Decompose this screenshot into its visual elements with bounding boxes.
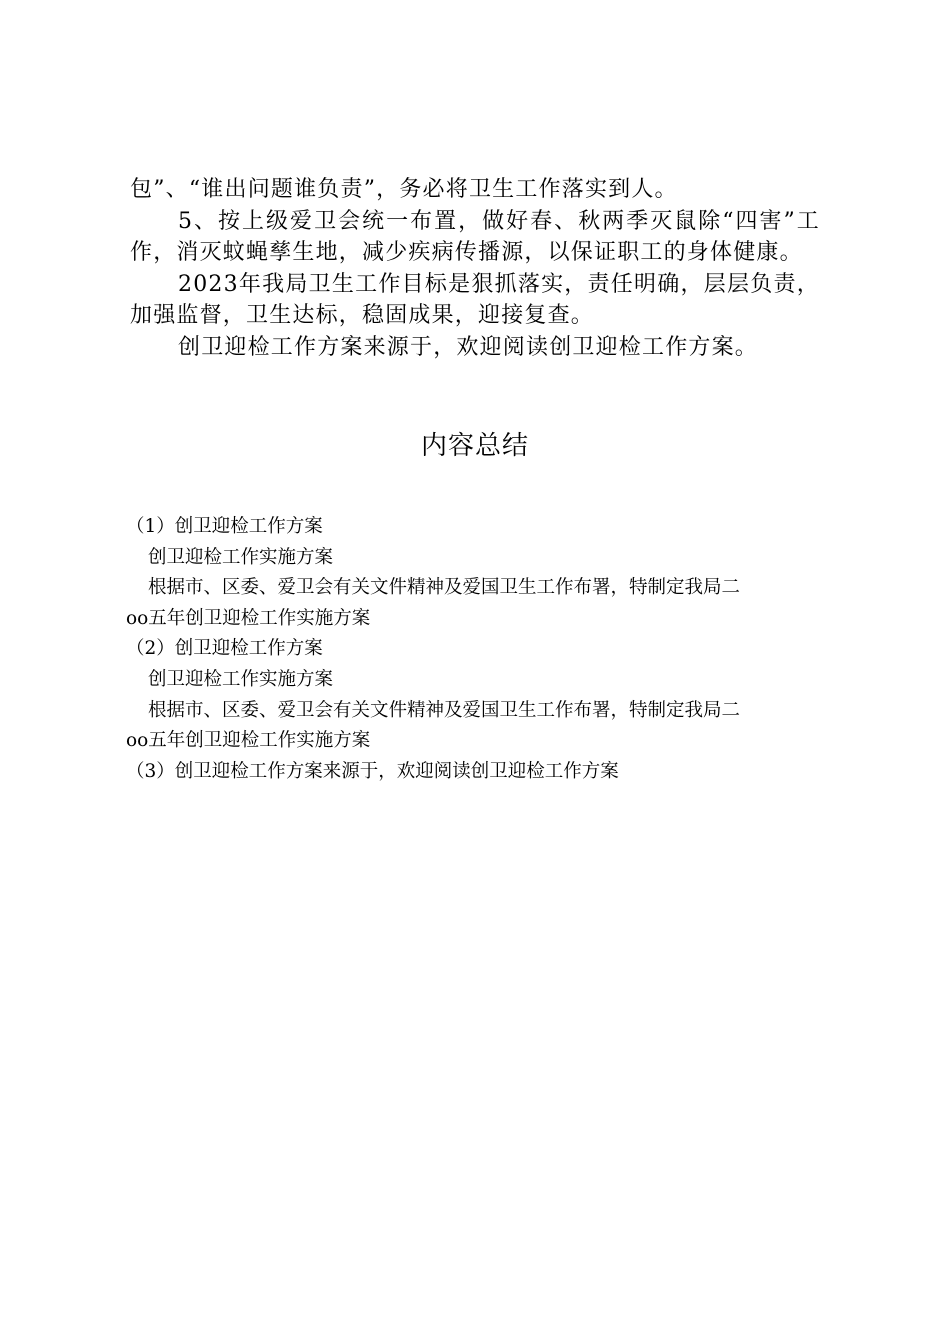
summary-item-subtitle: 创卫迎检工作实施方案 [148,668,334,690]
paragraph: 5、按上级爱卫会统一布置，做好春、秋两季灭鼠除“四害”工作，消灭蚊蝇孳生地，减少疾病传播源，以保证职工的身体健康。 [130,208,820,265]
paragraph: 2023年我局卫生工作目标是狠抓落实，责任明确，层层负责，加强监督，卫生达标，稳固成果，迎接复查。 [130,271,820,328]
paragraph: 包”、“谁出问题谁负责”，务必将卫生工作落实到人。 [130,177,678,202]
summary-item-text: oo五年创卫迎检工作实施方案 [126,607,371,629]
summary-item-text: 根据市、区委、爱卫会有关文件精神及爱国卫生工作布署，特制定我局二 [148,699,741,721]
summary-title: 内容总结 [420,431,529,461]
summary-item-subtitle: 创卫迎检工作实施方案 [148,546,334,568]
paragraph: 创卫迎检工作方案来源于，欢迎阅读创卫迎检工作方案。 [178,334,759,360]
summary-item-text: 根据市、区委、爱卫会有关文件精神及爱国卫生工作布署，特制定我局二 [148,577,741,599]
summary-item-text: oo五年创卫迎检工作实施方案 [126,730,371,752]
summary-item-heading: （3）创卫迎检工作方案来源于，欢迎阅读创卫迎检工作方案 [126,760,619,782]
document-body [130,174,820,363]
summary-list [126,512,816,787]
summary-item-heading: （1）创卫迎检工作方案 [126,516,323,537]
summary-item-heading: （2）创卫迎检工作方案 [126,638,323,660]
